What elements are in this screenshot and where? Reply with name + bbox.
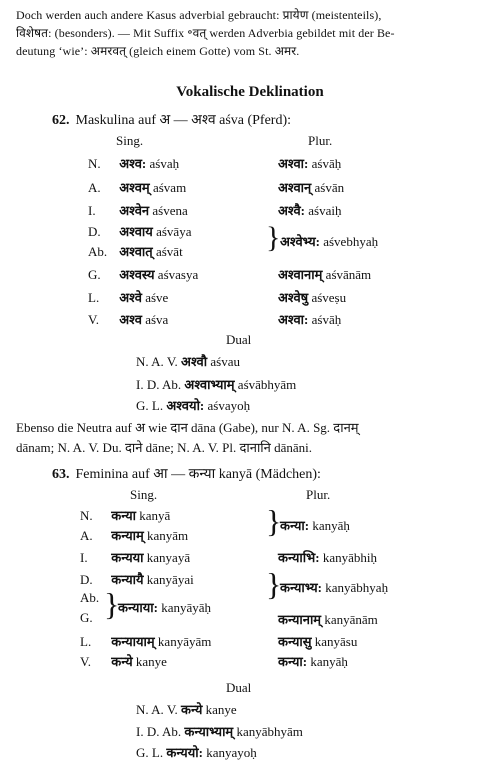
case-label: Ab. xyxy=(88,244,108,259)
devanagari-form: अश्वे xyxy=(119,290,142,305)
transliteration: aśva xyxy=(145,312,169,327)
transliteration: aśvāḥ xyxy=(311,156,342,171)
sec63-dual-row xyxy=(136,743,257,761)
case-label: G. L. xyxy=(136,398,164,413)
sec62-dual-row xyxy=(136,396,250,414)
transliteration: kanyayā xyxy=(146,550,191,565)
transliteration: kanyām xyxy=(147,528,189,543)
sec63-plural-form xyxy=(280,578,388,596)
sec62-row xyxy=(88,178,186,196)
case-label: I. xyxy=(88,203,96,218)
sec63-plural-form xyxy=(278,652,348,670)
section-63-number: 63. xyxy=(52,467,70,482)
sec62-dual-row xyxy=(136,375,296,393)
neutra-line-1: Ebenso die Neutra auf अ wie दान dāna (Gabe), nur N. A. Sg. दानम् xyxy=(16,420,359,435)
brace: } xyxy=(266,503,282,539)
devanagari-form: कन्याभ्याम् xyxy=(184,724,234,739)
sec62-row xyxy=(88,154,179,172)
devanagari-form: अश्वस्य xyxy=(119,267,155,282)
sec62-plural-form xyxy=(278,201,341,219)
sec63-dual-row xyxy=(136,722,303,740)
sec62-row xyxy=(88,288,168,306)
devanagari-form: कन्ये xyxy=(111,654,133,669)
case-label: V. xyxy=(88,312,99,327)
transliteration: aśvebhyaḥ xyxy=(323,234,379,249)
sec62-plur-header: Plur. xyxy=(308,133,333,148)
sec63-plural-form xyxy=(278,610,378,628)
sec63-sing-header: Sing. xyxy=(130,487,158,502)
devanagari-form: अश्वयो: xyxy=(166,398,205,413)
case-label: A. xyxy=(88,180,101,195)
sec63-row xyxy=(80,526,188,544)
devanagari-form: अश्वम् xyxy=(119,180,150,195)
case-label: A. xyxy=(80,528,93,543)
devanagari-form: कन्या: xyxy=(278,654,308,669)
transliteration: aśvau xyxy=(210,354,240,369)
transliteration: aśvaiḥ xyxy=(308,203,342,218)
transliteration: kanyāḥ xyxy=(310,654,348,669)
case-label: N. xyxy=(88,156,101,171)
brace: } xyxy=(266,221,281,254)
sec62-row xyxy=(88,310,168,328)
sec63-row xyxy=(80,548,190,566)
devanagari-form: कन्याम् xyxy=(111,528,144,543)
sec62-row xyxy=(88,265,198,283)
neutra-line-2: dānam; N. A. V. Du. दाने dāne; N. A. V. Pl. दानानि dānāni. xyxy=(16,440,313,455)
sec63-row xyxy=(80,506,170,524)
devanagari-form: अश्वात् xyxy=(119,244,153,259)
sec62-plural-form xyxy=(278,154,341,172)
section-62-heading xyxy=(52,110,291,129)
case-label: L. xyxy=(88,290,100,305)
sec63-plural-form xyxy=(280,516,350,534)
devanagari-form: कन्याभ्य: xyxy=(280,580,323,595)
transliteration: kanyāyām xyxy=(157,634,212,649)
section-63-heading xyxy=(52,464,321,483)
sec63-plural-form xyxy=(278,632,357,650)
devanagari-form: कन्ये xyxy=(181,702,203,717)
transliteration: kanyābhyām xyxy=(236,724,303,739)
devanagari-form: कन्याया: xyxy=(118,600,158,615)
transliteration: kanye xyxy=(135,654,167,669)
sec63-row xyxy=(80,632,211,650)
devanagari-form: कन्यायै xyxy=(111,572,144,587)
devanagari-form: अश्वेभ्य: xyxy=(280,234,320,249)
transliteration: kanyāsu xyxy=(314,634,358,649)
sec62-plural-form xyxy=(278,265,371,283)
sec63-row xyxy=(80,652,167,670)
devanagari-form: कन्यासु xyxy=(278,634,312,649)
transliteration: kanyāyai xyxy=(146,572,194,587)
sec63-dual-row xyxy=(136,700,237,718)
transliteration: kanyāḥ xyxy=(312,518,350,533)
devanagari-form: अश्वाभ्याम् xyxy=(184,377,235,392)
sec62-dual-header: Dual xyxy=(226,332,252,347)
case-label: N. A. V. xyxy=(136,702,178,717)
brace: } xyxy=(266,566,282,602)
section-63-title: Feminina auf आ — कन्या kanyā (Mädchen): xyxy=(75,467,321,482)
case-label: V. xyxy=(80,654,91,669)
sec63-plur-header: Plur. xyxy=(306,487,331,502)
section-62-title: Maskulina auf अ — अश्व aśva (Pferd): xyxy=(75,113,292,128)
sec62-plural-form xyxy=(278,288,346,306)
sec63-dual-header: Dual xyxy=(226,680,252,695)
devanagari-form: कन्या xyxy=(111,508,136,523)
case-label: L. xyxy=(80,634,92,649)
intro-line-3: deutung ‘wie’: अमरवत् (gleich einem Gotte) vom St. अमर. xyxy=(16,44,300,58)
devanagari-form: अश्वान् xyxy=(278,180,312,195)
devanagari-form: अश्वा: xyxy=(278,312,309,327)
transliteration: kanyābhyaḥ xyxy=(325,580,389,595)
sec62-sing-header: Sing. xyxy=(116,133,144,148)
case-label: G. xyxy=(80,610,93,625)
transliteration: aśvābhyām xyxy=(237,377,297,392)
transliteration: aśvāḥ xyxy=(311,312,342,327)
devanagari-form: अश्वाय xyxy=(119,224,153,239)
sec62-plural-form xyxy=(278,178,344,196)
sec62-plural-form xyxy=(280,232,378,250)
devanagari-form: कन्ययो: xyxy=(166,745,203,760)
case-label: N. A. V. xyxy=(136,354,178,369)
transliteration: kanye xyxy=(205,702,237,717)
devanagari-form: अश्वौ xyxy=(181,354,208,369)
sec62-row xyxy=(88,222,191,240)
devanagari-form: कन्यया xyxy=(111,550,144,565)
sec63-row xyxy=(80,570,194,588)
case-label: G. L. xyxy=(136,745,164,760)
devanagari-form: कन्या: xyxy=(280,518,310,533)
transliteration: aśvena xyxy=(152,203,188,218)
section-title: Vokalische Deklination xyxy=(176,84,324,100)
devanagari-form: कन्याभि: xyxy=(278,550,320,565)
brace: } xyxy=(104,586,120,622)
intro-line-1: Doch werden auch andere Kasus adverbial gebraucht: प्रायेण (meistenteils), xyxy=(16,8,382,22)
case-label: I. D. Ab. xyxy=(136,377,182,392)
transliteration: aśveṣu xyxy=(311,290,347,305)
transliteration: kanyāyāḥ xyxy=(161,600,212,615)
transliteration: aśvān xyxy=(314,180,345,195)
sec62-row xyxy=(88,201,188,219)
case-label: I. D. Ab. xyxy=(136,724,182,739)
transliteration: aśvasya xyxy=(157,267,199,282)
transliteration: kanyābhiḥ xyxy=(322,550,377,565)
sec62-plural-form xyxy=(278,310,341,328)
devanagari-form: अश्वेषु xyxy=(278,290,309,305)
transliteration: aśvāya xyxy=(156,224,192,239)
transliteration: aśvayoḥ xyxy=(207,398,251,413)
transliteration: kanyā xyxy=(139,508,171,523)
sec62-dual-row xyxy=(136,352,240,370)
sec63-row-ab-g xyxy=(118,598,211,616)
case-label: N. xyxy=(80,508,93,523)
transliteration: aśvaḥ xyxy=(149,156,180,171)
section-62-number: 62. xyxy=(52,113,70,128)
devanagari-form: अश्व xyxy=(119,312,142,327)
transliteration: kanyayoḥ xyxy=(206,745,257,760)
transliteration: aśvānām xyxy=(325,267,372,282)
transliteration: aśvāt xyxy=(155,244,183,259)
transliteration: aśve xyxy=(145,290,169,305)
case-label: G. xyxy=(88,267,101,282)
sec62-row xyxy=(88,242,183,260)
intro-line-2: विशेषत: (besonders). — Mit Suffix ॰वत् werden Adverbia gebildet mit der Be- xyxy=(16,26,395,40)
devanagari-form: कन्यानाम् xyxy=(278,612,322,627)
devanagari-form: अश्वा: xyxy=(278,156,309,171)
devanagari-form: कन्यायाम् xyxy=(111,634,155,649)
devanagari-form: अश्वानाम् xyxy=(278,267,323,282)
transliteration: aśvam xyxy=(152,180,187,195)
devanagari-form: अश्वेन xyxy=(119,203,150,218)
case-label: D. xyxy=(88,224,101,239)
sec63-plural-form xyxy=(278,548,377,566)
transliteration: kanyānām xyxy=(324,612,378,627)
case-label: D. xyxy=(80,572,93,587)
case-label: Ab. xyxy=(80,590,100,605)
devanagari-form: अश्व: xyxy=(119,156,147,171)
devanagari-form: अश्वै: xyxy=(278,203,306,218)
case-label: I. xyxy=(80,550,88,565)
